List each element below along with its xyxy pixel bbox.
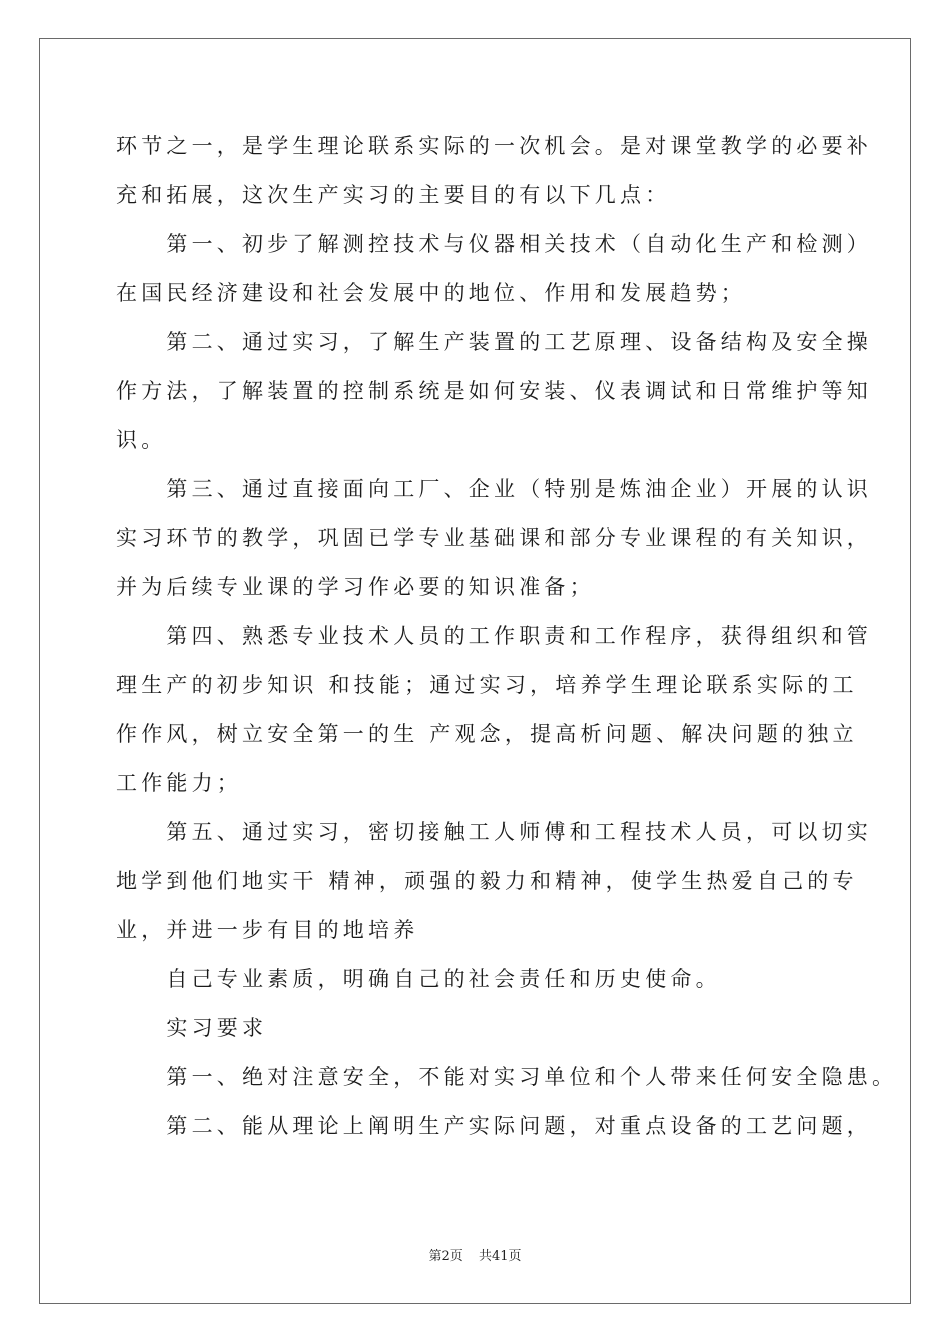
- text-line: 第三、通过直接面向工厂、企业（特别是炼油企业）开展的认识: [116, 477, 872, 501]
- page-total: 共41页: [478, 1249, 522, 1264]
- text-line: 地学到他们地实干 精神，顽强的毅力和精神，使学生热爱自己的专: [116, 869, 858, 893]
- text-line: 自己专业素质，明确自己的社会责任和历史使命。: [116, 967, 721, 991]
- text-line: 第二、能从理论上阐明生产实际问题，对重点设备的工艺问题，: [116, 1114, 872, 1138]
- text-line: 在国民经济建设和社会发展中的地位、作用和发展趋势；: [116, 281, 746, 305]
- text-line: 识。: [116, 428, 167, 452]
- text-line: 第一、初步了解测控技术与仪器相关技术（自动化生产和检测）: [116, 232, 872, 256]
- text-line: 理生产的初步知识 和技能；通过实习，培养学生理论联系实际的工: [116, 673, 858, 697]
- text-line: 第一、绝对注意安全，不能对实习单位和个人带来任何安全隐患。: [116, 1065, 898, 1089]
- text-line: 第二、通过实习，了解生产装置的工艺原理、设备结构及安全操: [116, 330, 872, 354]
- text-line: 第四、熟悉专业技术人员的工作职责和工作程序，获得组织和管: [116, 624, 872, 648]
- page-footer: [0, 1245, 950, 1264]
- text-line: 实习环节的教学，巩固已学专业基础课和部分专业课程的有关知识，: [116, 526, 872, 550]
- section-heading: 实习要求: [116, 1016, 268, 1040]
- text-line: 第五、通过实习，密切接触工人师傅和工程技术人员，可以切实: [116, 820, 872, 844]
- text-line: 环节之一，是学生理论联系实际的一次机会。是对课堂教学的必要补: [116, 134, 872, 158]
- document-body: [116, 122, 898, 1151]
- text-line: 作作风，树立安全第一的生 产观念，提高析问题、解决问题的独立: [116, 722, 858, 746]
- text-line: 充和拓展，这次生产实习的主要目的有以下几点：: [116, 183, 671, 207]
- text-line: 业，并进一步有目的地培养: [116, 918, 419, 942]
- text-line: 工作能力；: [116, 771, 242, 795]
- text-line: 作方法，了解装置的控制系统是如何安装、仪表调试和日常维护等知: [116, 379, 872, 403]
- page-number: 第2页: [428, 1249, 463, 1264]
- text-line: 并为后续专业课的学习作必要的知识准备；: [116, 575, 595, 599]
